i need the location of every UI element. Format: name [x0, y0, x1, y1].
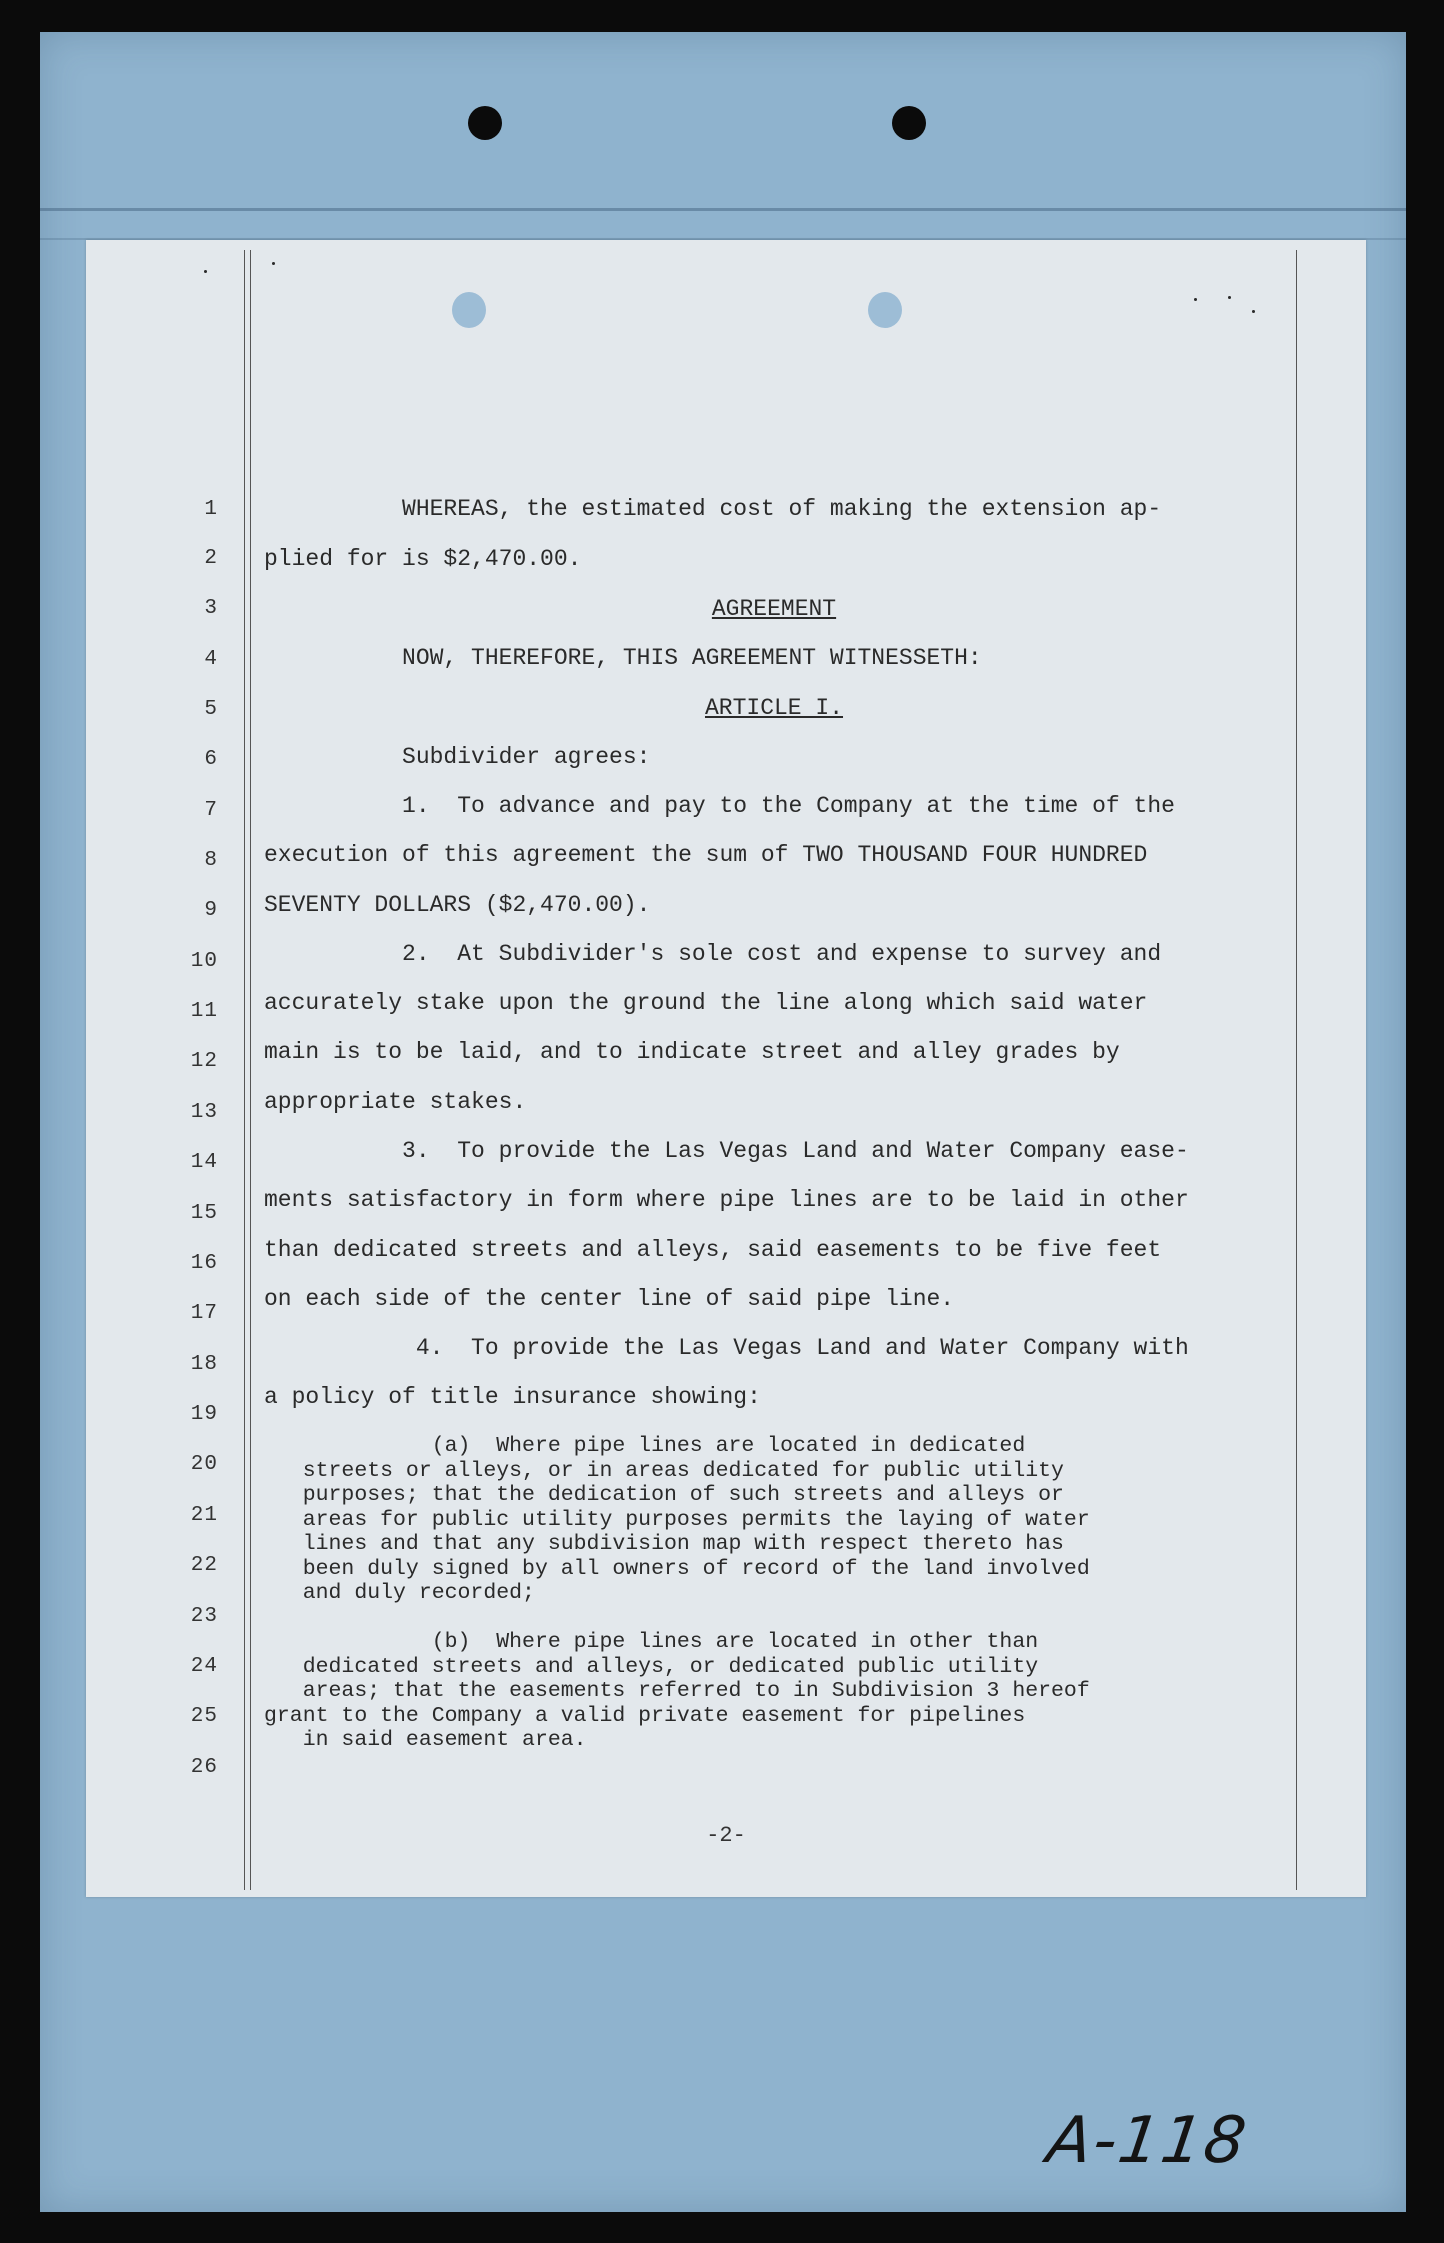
line-number: 5 — [204, 698, 218, 721]
paper-speck — [1194, 298, 1197, 301]
text-line: 1. To advance and pay to the Company at the time of the — [264, 793, 1175, 819]
document-page — [86, 240, 1366, 1897]
line-number: 9 — [204, 899, 218, 922]
line-number-column — [86, 240, 236, 1897]
line-number: 26 — [190, 1756, 218, 1779]
text-line: than dedicated streets and alleys, said easements to be five feet — [264, 1237, 1162, 1263]
line-number: 24 — [190, 1655, 218, 1678]
line-number: 15 — [190, 1202, 218, 1225]
margin-rule-left-outer — [244, 250, 245, 1890]
line-number: 16 — [190, 1252, 218, 1275]
text-line: appropriate stakes. — [264, 1089, 527, 1115]
text-line: execution of this agreement the sum of TWO THOUSAND FOUR HUNDRED — [264, 842, 1148, 868]
line-number: 6 — [204, 748, 218, 771]
paper-speck — [204, 270, 207, 273]
line-number: 19 — [190, 1403, 218, 1426]
text-line: 2. At Subdivider's sole cost and expense to survey and — [264, 941, 1162, 967]
binder-hole-left — [468, 106, 502, 140]
line-number: 14 — [190, 1151, 218, 1174]
text-line: on each side of the center line of said pipe line. — [264, 1286, 955, 1312]
binder-hole-right — [892, 106, 926, 140]
line-number: 2 — [204, 547, 218, 570]
line-number: 22 — [190, 1554, 218, 1577]
text-line: ments satisfactory in form where pipe lines are to be laid in other — [264, 1187, 1189, 1213]
line-number: 12 — [190, 1050, 218, 1073]
heading-article: ARTICLE I. — [704, 695, 844, 721]
line-number: 21 — [190, 1504, 218, 1527]
line-number: 8 — [204, 849, 218, 872]
text-line: main is to be laid, and to indicate street and alley grades by — [264, 1039, 1120, 1065]
text-line: plied for is $2,470.00. — [264, 546, 582, 572]
text-line: NOW, THEREFORE, THIS AGREEMENT WITNESSETH: — [264, 645, 982, 671]
paper-speck — [1228, 296, 1231, 299]
exhibit-stamp: A-118 — [1042, 2104, 1253, 2178]
text-line: a policy of title insurance showing: — [264, 1384, 761, 1410]
line-number: 7 — [204, 799, 218, 822]
page-punch-hole-right — [868, 292, 902, 328]
paper-speck — [1252, 310, 1255, 313]
margin-rule-right — [1296, 250, 1297, 1890]
text-line: WHEREAS, the estimated cost of making the extension ap- — [264, 496, 1162, 522]
line-number: 1 — [204, 498, 218, 521]
line-number: 4 — [204, 648, 218, 671]
page-punch-hole-left — [452, 292, 486, 328]
paper-speck — [272, 262, 275, 265]
sub-paragraph-b: (b) Where pipe lines are located in other than dedicated streets and alleys, or dedicated public utility areas; that the easements referred to in Subdivision 3 hereof grant to the Company a valid private easement for pipelines in said easement area. — [264, 1630, 1090, 1752]
line-number: 17 — [190, 1302, 218, 1325]
text-line: 3. To provide the Las Vegas Land and Water Company ease- — [264, 1138, 1189, 1164]
text-line: Subdivider agrees: — [264, 744, 651, 770]
line-number: 23 — [190, 1605, 218, 1628]
line-number: 13 — [190, 1101, 218, 1124]
line-number: 25 — [190, 1705, 218, 1728]
text-line: accurately stake upon the ground the line along which said water — [264, 990, 1148, 1016]
text-line: 4. To provide the Las Vegas Land and Water Company with — [264, 1335, 1189, 1361]
line-number: 10 — [190, 950, 218, 973]
line-number: 18 — [190, 1353, 218, 1376]
line-number: 20 — [190, 1453, 218, 1476]
line-number: 11 — [190, 1000, 218, 1023]
page-number: -2- — [706, 1823, 746, 1848]
sub-paragraph-a: (a) Where pipe lines are located in dedicated streets or alleys, or in areas dedicated for public utility purposes; that the dedication of such streets and alleys or areas for public utility purposes permits the laying of water lines and that any subdivision map with respect thereto has been duly signed by all owners of record of the land involved and duly recorded; — [302, 1434, 1090, 1605]
line-number: 3 — [204, 597, 218, 620]
margin-rule-left-inner — [250, 250, 251, 1890]
text-line: SEVENTY DOLLARS ($2,470.00). — [264, 892, 651, 918]
heading-agreement: AGREEMENT — [711, 596, 837, 622]
backing-fold-line — [40, 208, 1406, 211]
